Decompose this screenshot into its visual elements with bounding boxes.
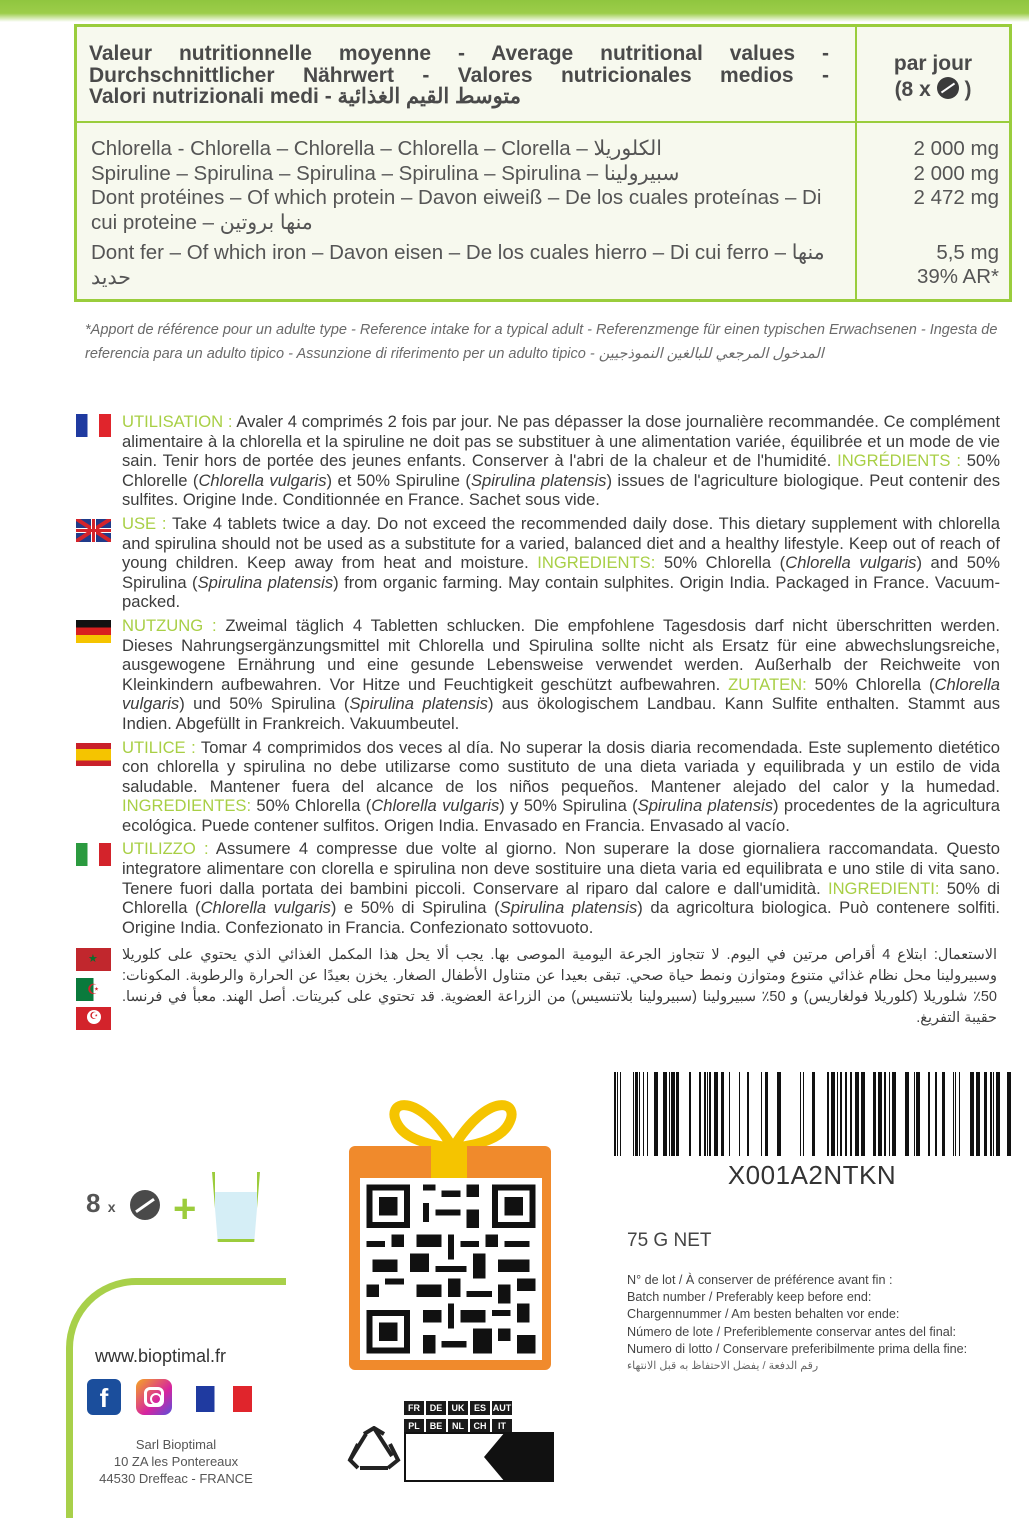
- water-glass-icon: [212, 1172, 260, 1242]
- barcode-bar: [831, 1072, 835, 1156]
- flag-france-icon: [76, 414, 111, 437]
- usage-text: 50% Chlorella (: [251, 796, 372, 816]
- barcode-bar: [914, 1072, 915, 1156]
- usage-text: Assumere 4 compresse due volte al giorno. Non superare la dose giornaliera raccomandata. Questo integratore alimentare con clorella e spirulina non deve sostituire una dieta varia ed equilibrata e uno stile di vita sano. Tenere fuori dalla portata dei bambini piccoli. Conservare al riparo dal calore e dall'umidità.: [122, 839, 1000, 898]
- per-day-close: ): [964, 78, 972, 101]
- usage-ar: الاستعمال: ابتلاع 4 أقراص مرتين في اليوم. لا تتجاوز الجرعة اليومية الموصى بها. يجب ألا يحل هذا المكمل الغذائي الذي يحتوي على كلوريلا وسبيرولينا محل نظام غذائي متنوع ومتوازن ونمط حياة صحي. تبقى بعيدا عن متناول الأطفال الصغار. يخزن بعيدًا عن الحرارة والرطوبة. المكونات: 50٪ شلوريلا (كلوريلا فولغاريس) و 50٪ سبيرولينا (سبيرولينا بلاتنسيس) من الزراعة العضوية. قد تحتوي على كبريتات. أصل الهند. معبأ في فرنسا. حقيبة التفريغ.: [122, 947, 998, 1026]
- barcode-bar: [777, 1072, 781, 1156]
- flag-italy-icon: [76, 843, 111, 866]
- usage-keyword: UTILIZZO :: [122, 839, 209, 859]
- nutrient-label-protein: Dont protéines – Of which protein – Davon eiweiß – De los cuales proteínas – Di cui proteine – منها بروتين: [91, 186, 822, 234]
- gift-bow-icon: [378, 1080, 528, 1150]
- website-link[interactable]: www.bioptimal.fr: [95, 1346, 227, 1366]
- barcode-bar: [955, 1072, 956, 1156]
- country-code: UK: [448, 1401, 468, 1415]
- dose-number: 8: [86, 1188, 101, 1218]
- barcode-bar: [709, 1072, 711, 1156]
- barcode-bar: [889, 1072, 890, 1156]
- ingredients-keyword: INGREDIENTES:: [122, 796, 252, 816]
- flag-morocco-icon: ★: [76, 948, 111, 971]
- barcode-bar: [643, 1072, 644, 1156]
- barcode-bar: [990, 1072, 992, 1156]
- barcode-bar: [739, 1072, 740, 1156]
- nutrient-label-chlorella: Chlorella - Chlorella – Chlorella – Chlorella – Clorella – الكلوريلا: [91, 137, 662, 160]
- barcode-bar: [669, 1072, 670, 1156]
- batch-line: رقم الدفعة / يفضل الاحتفاظ به قبل الانتهاء: [627, 1360, 819, 1373]
- barcode-bar: [812, 1072, 815, 1156]
- address-line: 10 ZA les Pontereaux: [113, 1454, 239, 1469]
- country-code: AUT: [492, 1403, 512, 1413]
- country-code: CH: [470, 1419, 490, 1433]
- batch-line: Número de lote / Preferiblemente conservar antes del final:: [627, 1324, 957, 1339]
- barcode-bar: [884, 1072, 886, 1156]
- barcode-bar: [873, 1072, 876, 1156]
- instagram-icon[interactable]: [136, 1379, 172, 1415]
- country-code: ES: [470, 1401, 490, 1415]
- barcode-bar: [984, 1072, 987, 1156]
- barcode-bar: [942, 1072, 945, 1156]
- per-day-header: [857, 51, 1009, 103]
- nutrition-title-line: Valori nutrizionali medi - متوسط القيم الغذائية: [89, 85, 522, 108]
- usage-text: ) aus ökologischem Landbau. Kann Sulfite enthalten. Stammt aus Indien. Abgefüllt in Frankreich. Vakuumbeutel.: [122, 694, 1001, 733]
- latin-name: Spirulina platensis: [637, 796, 774, 816]
- flag-spain-icon: [76, 743, 111, 766]
- country-code: PL: [404, 1419, 424, 1433]
- barcode-bar: [827, 1072, 829, 1156]
- usage-text: ) e 50% di Spirulina (: [330, 898, 500, 918]
- barcode-bar: [747, 1072, 749, 1156]
- recycle-icon: [344, 1426, 404, 1482]
- latin-name: Spirulina platensis: [197, 572, 334, 592]
- latin-name: Spirulina platensis: [470, 470, 607, 490]
- country-code: FR: [404, 1401, 424, 1415]
- barcode-bar: [935, 1072, 937, 1156]
- usage-text: ) and 50% Spirulina (: [122, 553, 1000, 592]
- usage-keyword: NUTZUNG :: [122, 615, 217, 635]
- nutrition-title-line: Durchschnittlicher Nährwert - Valores nutricionales medios -: [89, 63, 829, 87]
- barcode-bar: [993, 1072, 994, 1156]
- tablet-icon: [130, 1190, 160, 1220]
- latin-name: Chlorella vulgaris: [198, 470, 327, 490]
- barcode-bar: [635, 1072, 638, 1156]
- country-code: NL: [448, 1419, 468, 1433]
- nutrient-label-spirulina: Spiruline – Spirulina – Spirulina – Spirulina – Spirulina – سبيرولينا: [91, 161, 680, 185]
- latin-name: Spirulina platensis: [349, 694, 488, 714]
- usage-it: [122, 839, 1000, 937]
- barcode-bar: [721, 1072, 724, 1156]
- barcode-bar: [1007, 1072, 1011, 1156]
- usage-text: ) issues de l'agriculture biologique. Peut contenir des sulfites. Origine Inde. Conditionnée en France. Sachet sous vide.: [122, 470, 1000, 510]
- usage-text: ) from organic farming. May contain sulphites. Origin India. Packaged in France. Vacuum-packed.: [122, 572, 1000, 612]
- barcode-bar: [953, 1072, 954, 1156]
- barcode-bar: [614, 1072, 616, 1156]
- usage-text: ) procedentes de la agricultura ecológica. Puede contener sulfitos. Origen India. Envasado en Francia. Envasado al vacío.: [122, 796, 1000, 835]
- flag-germany-icon: [76, 620, 111, 643]
- barcode-bar: [861, 1072, 865, 1156]
- nutrient-value-chlorella: 2 000 mg: [913, 137, 999, 160]
- country-code: IT: [492, 1419, 512, 1433]
- usage-text: 50% Chlorella (: [806, 674, 935, 694]
- barcode-bar: [916, 1072, 920, 1156]
- address-line: Sarl Bioptimal: [135, 1437, 217, 1452]
- flag-tunisia-icon: ☪: [76, 1007, 111, 1030]
- barcode-bar: [714, 1072, 718, 1156]
- facebook-icon[interactable]: f: [87, 1379, 121, 1415]
- nutrient-labels: [91, 137, 841, 290]
- barcode-bar: [840, 1072, 842, 1156]
- barcode-bar: [704, 1072, 706, 1156]
- barcode-bar: [647, 1072, 648, 1156]
- country-code: BE: [426, 1419, 446, 1433]
- batch-line: Numero di lotto / Conservare preferibilmente prima della fine:: [627, 1341, 968, 1356]
- address-line: 44530 Dreffeac - FRANCE: [99, 1471, 253, 1486]
- company-address: [76, 1436, 276, 1487]
- latin-name: Chlorella vulgaris: [371, 796, 500, 816]
- batch-line: Chargennummer / Am besten behalten vor ende:: [627, 1307, 900, 1322]
- nutrient-value-spirulina: 2 000 mg: [913, 161, 999, 185]
- country-code: DE: [426, 1401, 446, 1415]
- sorting-countries: [403, 1398, 531, 1434]
- batch-line: Batch number / Preferably keep before end:: [627, 1290, 872, 1305]
- usage-text: ) et 50% Spiruline (: [326, 470, 471, 490]
- dose-times: x: [107, 1199, 116, 1215]
- usage-fr: [122, 412, 1000, 510]
- barcode-bar: [671, 1072, 675, 1156]
- barcode-bar: [761, 1072, 762, 1156]
- usage-text: ) und 50% Spirulina (: [179, 694, 350, 714]
- barcode-number: X001A2NTKN: [727, 1160, 897, 1190]
- gift-ribbon: [431, 1142, 467, 1182]
- nutrient-values: [857, 137, 999, 290]
- usage-text: ) da agricoltura biologica. Può contenere solfiti. Origine India. Confezionato in Francia. Confezionato sottovuoto.: [122, 898, 1001, 937]
- barcode-bar: [639, 1072, 640, 1156]
- nutrient-value-iron-ar: 39% AR*: [916, 265, 999, 288]
- net-weight: 75 G NET: [627, 1230, 712, 1251]
- usage-text: Zweimal täglich 4 Tabletten schlucken. Die empfohlene Tagesdosis darf nicht überschritten werden. Dieses Nahrungsergänzungsmittel mit Chlorella und Spirulina sollte nicht als Ersatz für eine abwechslungsreiche, ausgewogene Ernährung und eine gesunde Lebensweise verwendet werden. Außerhalb der Reichweite von Kleinkindern aufbewahren. Vor Hitze und Feuchtigkeit geschützt aufbewahren.: [122, 615, 1000, 694]
- barcode-bar: [633, 1072, 634, 1156]
- top-green-bar: [0, 0, 1029, 22]
- batch-info: [627, 1272, 1017, 1375]
- nutrient-value-protein: 2 472 mg: [913, 186, 999, 209]
- nutrition-title: [89, 43, 829, 108]
- nutrient-value-iron: 5,5 mg: [936, 240, 999, 264]
- nutrition-table: [74, 24, 1012, 302]
- flag-france-icon: [196, 1386, 252, 1412]
- usage-en: [122, 514, 1000, 612]
- ingredients-keyword: INGRÉDIENTS :: [837, 451, 961, 471]
- usage-keyword: USE :: [122, 513, 167, 533]
- usage-text: 50% di Chlorella (: [122, 878, 1000, 918]
- latin-name: Chlorella vulgaris: [785, 553, 917, 573]
- usage-text: Avaler 4 comprimés 2 fois par jour. Ne pas dépasser la dose journalière recommandée. Ce complément alimentaire à la chlorella et la spiruline ne doit pas se substituer à une alimentation variée, équilibrée et un mode de vie sain. Tenir hors de portée des jeunes enfants. Conserver à l'abri de la chaleur et de l'humidité.: [122, 412, 1000, 471]
- usage-instructions: [122, 412, 1000, 941]
- ingredients-keyword: INGREDIENTI:: [827, 878, 940, 898]
- barcode: [612, 1072, 1012, 1156]
- nutrition-title-line: Valeur nutritionnelle moyenne - Average nutritional values -: [89, 42, 829, 65]
- usage-de: [122, 616, 1000, 734]
- barcode-bar: [729, 1072, 730, 1156]
- tablet-icon: [937, 77, 959, 99]
- barcode-bar: [959, 1072, 960, 1156]
- barcode-bar: [620, 1072, 621, 1156]
- barcode-bar: [617, 1072, 618, 1156]
- barcode-bar: [928, 1072, 930, 1156]
- plus-icon: +: [173, 1187, 197, 1231]
- barcode-bar: [878, 1072, 882, 1156]
- barcode-bar: [892, 1072, 896, 1156]
- barcode-bar: [803, 1072, 804, 1156]
- barcode-bar: [855, 1072, 859, 1156]
- latin-name: Chlorella vulgaris: [200, 898, 331, 918]
- batch-line: N° de lot / À conserver de préférence avant fin :: [627, 1273, 893, 1287]
- per-day-label: par jour: [893, 52, 973, 75]
- usage-keyword: UTILISATION :: [122, 412, 233, 431]
- qr-code[interactable]: [360, 1178, 542, 1360]
- flag-algeria-icon: ☪: [76, 978, 111, 1001]
- barcode-bar: [663, 1072, 667, 1156]
- barcode-bar: [845, 1072, 847, 1156]
- usage-es: [122, 738, 1000, 836]
- usage-text: 50% Chlorelle (: [122, 451, 1000, 490]
- nutrient-label-iron: Dont fer – Of which iron – Davon eisen – De los cuales hierro – Di cui ferro – منها حديد: [91, 241, 825, 289]
- usage-text: 50% Chlorella (: [655, 553, 786, 573]
- barcode-bar: [905, 1072, 909, 1156]
- dose-count: [86, 1188, 116, 1219]
- barcode-bar: [707, 1072, 708, 1156]
- barcode-bar: [976, 1072, 980, 1156]
- usage-text: ) y 50% Spirulina (: [499, 796, 638, 816]
- ingredients-keyword: ZUTATEN:: [728, 674, 807, 694]
- per-day-count: (8 x: [894, 78, 931, 101]
- barcode-bar: [654, 1072, 658, 1156]
- trash-bin-icon: [404, 1432, 554, 1482]
- per-day-amount: [857, 77, 1009, 103]
- latin-name: Chlorella vulgaris: [122, 674, 1000, 714]
- latin-name: Spirulina platensis: [499, 898, 638, 918]
- barcode-bar: [689, 1072, 691, 1156]
- ingredients-keyword: INGREDIENTS:: [537, 553, 656, 573]
- barcode-bar: [996, 1072, 1000, 1156]
- usage-text: Take 4 tablets twice a day. Do not exceed the recommended daily dose. This dietary supplement with chlorella and spirulina should not be used as a substitute for a varied, balanced diet and a healthy lifestyle. Keep out of reach of young children. Keep away from heat and moisture.: [122, 513, 1000, 573]
- barcode-bar: [765, 1072, 768, 1156]
- reference-intake-footnote: *Apport de référence pour un adulte type - Reference intake for a typical adult - Referenzmenge für einen typischen Erwachsenen - Ingesta de referencia para un adulto tipico - Assunzione di riferimento per un adulto tipico - المدخول المرجعي للبالغين النموذجيين: [85, 322, 998, 362]
- barcode-bar: [676, 1072, 679, 1156]
- flag-uk-icon: [76, 519, 111, 542]
- barcode-bar: [837, 1072, 838, 1156]
- barcode-bar: [850, 1072, 852, 1156]
- usage-keyword: UTILICE :: [122, 737, 196, 757]
- barcode-bar: [699, 1072, 701, 1156]
- usage-text: Tomar 4 comprimidos dos veces al día. No superar la dosis diaria recomendada. Este suplemento dietético con chlorella y spirulina no debe utilizarse como sustituto de una dieta variada y equilibrada y un estilo de vida saludable. Mantener fuera del alcance de los niños pequeños. Mantener alejado del calor y la humedad.: [122, 737, 1001, 796]
- barcode-bar: [800, 1072, 801, 1156]
- barcode-bar: [970, 1072, 974, 1156]
